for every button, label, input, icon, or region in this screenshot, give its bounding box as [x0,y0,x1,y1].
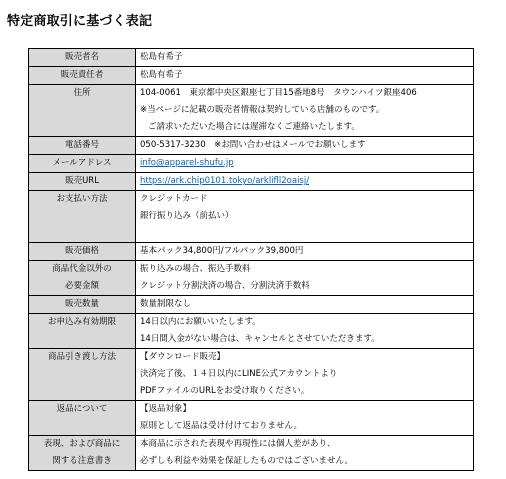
table-row [29,296,474,314]
row-value-phone: 050-5317-3230 ※お問い合わせはメールでお願いします [136,137,474,155]
table-row [29,137,474,155]
page-title: 特定商取引に基づく表記 [7,14,153,29]
row-value-price: 基本パック34,800円/フルパック39,800円 [136,243,474,261]
table-row [29,191,474,243]
table-row [29,261,474,296]
row-label-disclaimer: 表現、および商品に 関する注意書き [29,436,136,471]
row-label-address: 住所 [29,85,136,137]
row-value-manager: 松島有希子 [136,67,474,85]
table-row [29,155,474,173]
row-value-seller: 松島有希子 [136,49,474,67]
row-label-deadline: お申込み有効期限 [29,314,136,349]
row-label-url: 販売URL [29,173,136,191]
table-row [29,49,474,67]
row-value-returns: 【返品対象】 原則として返品は受け付けておりません。 [136,401,474,436]
row-label-delivery: 商品引き渡し方法 [29,349,136,401]
table-row [29,67,474,85]
row-label-payment: お支払い方法 [29,191,136,243]
table-row [29,85,474,137]
row-value-disclaimer: 本商品に示された表現や再現性には個人差があり、 必ずしも利益や効果を保証したものではございません。 [136,436,474,471]
row-label-email: メールアドレス [29,155,136,173]
table-row [29,436,474,471]
row-value-quantity: 数量制限なし [136,296,474,314]
row-value-delivery: 【ダウンロード販売】 決済完了後、１４日以内にLINE公式アカウントより PDFファイルのURLをお受け取りください。 [136,349,474,401]
row-label-price: 販売価格 [29,243,136,261]
row-label-phone: 電話番号 [29,137,136,155]
row-label-returns: 返品について [29,401,136,436]
row-label-quantity: 販売数量 [29,296,136,314]
row-value-deadline: 14日以内にお願いいたします。 14日間入金がない場合は、キャンセルとさせていただきます。 [136,314,474,349]
table-row [29,314,474,349]
table-row [29,349,474,401]
row-label-seller: 販売者名 [29,49,136,67]
email-link[interactable]: info@apparel-shufu.jp [140,158,234,168]
table-row [29,401,474,436]
sales-url-link[interactable]: https://ark.chip0101.tokyo/arklifll2oaisj/ [140,176,310,186]
row-value-url [136,173,474,191]
row-label-manager: 販売責任者 [29,67,136,85]
row-value-address: 104-0061 東京都中央区銀座七丁目15番地8号 タウンハイツ銀座406 ※当ページに記載の販売者情報は契約している店舗のものです。 ご請求いただいた場合には遅滞なくご連絡いたします。 [136,85,474,137]
table-row [29,173,474,191]
row-value-payment: クレジットカード 銀行振り込み（前払い） [136,191,474,243]
table-row [29,243,474,261]
row-label-extra-fees: 商品代金以外の 必要金額 [29,261,136,296]
legal-notice-table [28,48,474,471]
row-value-extra-fees: 振り込みの場合、振込手数料 クレジット分割決済の場合、分割決済手数料 [136,261,474,296]
row-value-email [136,155,474,173]
